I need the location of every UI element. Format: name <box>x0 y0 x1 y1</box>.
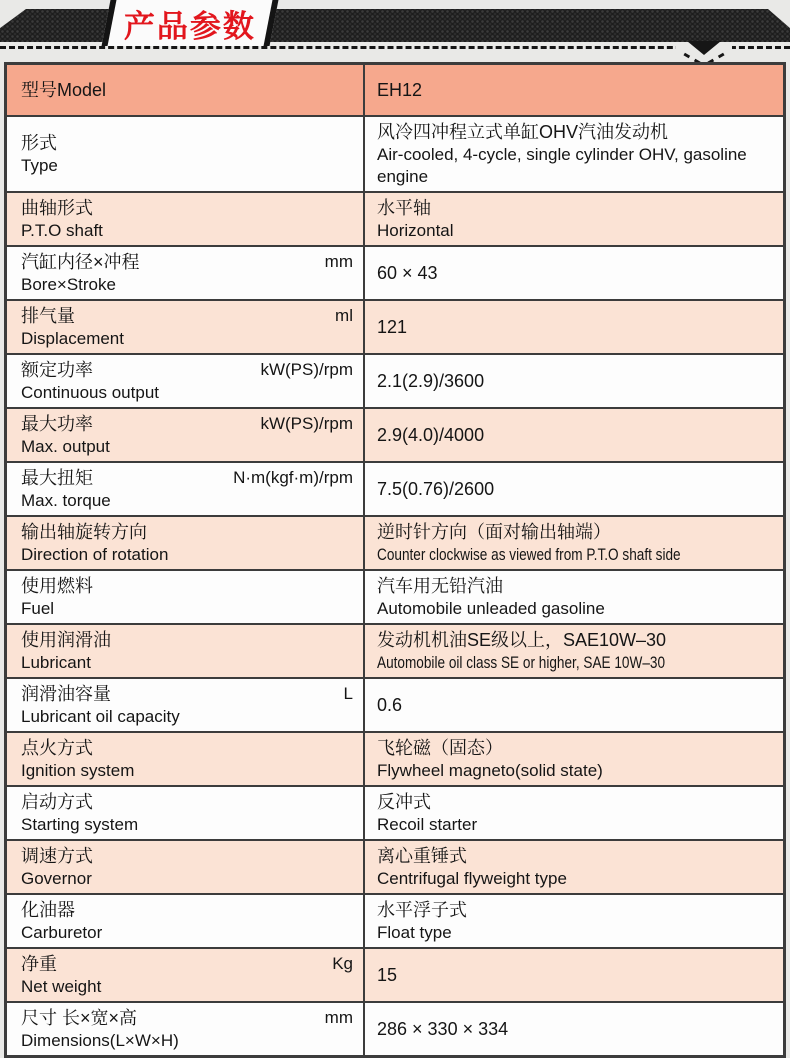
dashed-divider <box>0 46 790 49</box>
value-secondary: Air-cooled, 4-cycle, single cylinder OHV, gasoline engine <box>377 145 747 186</box>
param-cell <box>7 895 365 947</box>
table-row <box>7 409 783 463</box>
param-cell <box>7 571 365 623</box>
param-names <box>21 466 233 512</box>
value-secondary-text: Automobile oil class SE or higher, SAE 10W–30 <box>377 653 666 672</box>
table-row <box>7 517 783 571</box>
value-cell <box>365 409 783 461</box>
value-cell <box>365 517 783 569</box>
table-row <box>7 193 783 247</box>
param-names <box>21 250 325 296</box>
value-cell <box>365 787 783 839</box>
param-name-en: Continuous output <box>21 383 159 402</box>
value-cell <box>365 733 783 785</box>
param-unit: ml <box>335 306 353 325</box>
param-cell <box>7 949 365 1001</box>
param-names <box>21 412 260 458</box>
value-primary: 121 <box>377 317 408 337</box>
table-row <box>7 247 783 301</box>
table-row <box>7 895 783 949</box>
param-name-zh: 调速方式 <box>21 846 93 866</box>
param-names <box>21 790 353 836</box>
value-primary: 60 × 43 <box>377 263 438 283</box>
value-cell <box>365 1003 783 1055</box>
param-name-zh: 化油器 <box>21 900 75 920</box>
value-primary: 飞轮磁（固态） <box>377 738 503 758</box>
param-name-zh: 尺寸 长×宽×高 <box>21 1008 138 1028</box>
param-cell <box>7 463 365 515</box>
value-secondary <box>377 544 779 566</box>
param-name-en: Ignition system <box>21 761 135 780</box>
value-primary: 离心重锤式 <box>377 846 467 866</box>
param-name-en: Net weight <box>21 977 102 996</box>
param-name-en: Lubricant <box>21 653 91 672</box>
value-primary: 7.5(0.76)/2600 <box>377 479 495 499</box>
table-row <box>7 625 783 679</box>
value-secondary: Recoil starter <box>377 815 478 834</box>
param-name-en: Dimensions(L×W×H) <box>21 1031 179 1050</box>
param-names <box>21 131 353 177</box>
param-name-en: Direction of rotation <box>21 545 169 564</box>
table-row <box>7 1003 783 1055</box>
param-name-en: Lubricant oil capacity <box>21 707 180 726</box>
param-name-zh: 点火方式 <box>21 738 93 758</box>
param-name-zh: 排气量 <box>21 306 75 326</box>
param-unit: L <box>343 684 353 703</box>
param-name-en: P.T.O shaft <box>21 221 103 240</box>
param-unit: mm <box>324 252 353 271</box>
param-name-en: Governor <box>21 869 92 888</box>
value-primary: 2.9(4.0)/4000 <box>377 425 485 445</box>
param-name-zh: 净重 <box>21 954 57 974</box>
param-cell <box>7 117 365 191</box>
param-name-en: Fuel <box>21 599 55 618</box>
param-cell <box>7 679 365 731</box>
value-primary: EH12 <box>377 80 423 100</box>
value-cell <box>365 949 783 1001</box>
param-names <box>21 77 353 103</box>
spec-table <box>4 62 786 1058</box>
value-primary: 反冲式 <box>377 792 431 812</box>
value-secondary: Horizontal <box>377 221 454 240</box>
param-cell <box>7 787 365 839</box>
value-cell <box>365 301 783 353</box>
param-name-zh: 汽缸内径×冲程 <box>21 252 140 272</box>
param-names <box>21 520 353 566</box>
value-secondary: Automobile unleaded gasoline <box>377 599 605 618</box>
param-name-en: Displacement <box>21 329 124 348</box>
param-cell <box>7 355 365 407</box>
param-name-en: Type <box>21 156 58 175</box>
value-secondary: Flywheel magneto(solid state) <box>377 761 603 780</box>
param-unit: N·m(kgf·m)/rpm <box>233 468 353 487</box>
param-name-zh: 最大扭矩 <box>21 468 93 488</box>
param-name-zh: 额定功率 <box>21 360 93 380</box>
param-cell <box>7 841 365 893</box>
banner <box>0 0 790 62</box>
table-row <box>7 463 783 517</box>
table-row <box>7 65 783 117</box>
value-primary: 286 × 330 × 334 <box>377 1019 509 1039</box>
param-names <box>21 1006 325 1052</box>
param-names <box>21 682 344 728</box>
param-cell <box>7 625 365 677</box>
value-cell <box>365 463 783 515</box>
param-unit: kW(PS)/rpm <box>260 414 353 433</box>
value-primary: 逆时针方向（面对输出轴端） <box>377 522 611 542</box>
value-cell <box>365 247 783 299</box>
table-row <box>7 949 783 1003</box>
value-primary: 水平浮子式 <box>377 900 467 920</box>
value-secondary: Float type <box>377 923 452 942</box>
param-name-en: Starting system <box>21 815 139 834</box>
table-row <box>7 733 783 787</box>
param-name-zh: 使用燃料 <box>21 576 93 596</box>
table-row <box>7 355 783 409</box>
param-cell <box>7 65 365 115</box>
value-primary: 发动机机油SE级以上，SAE10W–30 <box>377 630 667 650</box>
value-primary: 风冷四冲程立式单缸OHV汽油发动机 <box>377 122 669 142</box>
table-row <box>7 841 783 895</box>
value-primary: 15 <box>377 965 398 985</box>
param-name-en: Carburetor <box>21 923 103 942</box>
param-names <box>21 844 353 890</box>
param-unit: mm <box>324 1008 353 1027</box>
param-cell <box>7 1003 365 1055</box>
param-cell <box>7 409 365 461</box>
table-row <box>7 679 783 733</box>
param-name-zh: 最大功率 <box>21 414 93 434</box>
param-names <box>21 358 260 404</box>
value-primary: 汽车用无铅汽油 <box>377 576 503 596</box>
param-name-en: Bore×Stroke <box>21 275 116 294</box>
param-name-zh: 形式 <box>21 133 57 153</box>
value-secondary <box>377 652 779 674</box>
value-cell <box>365 117 783 191</box>
value-cell <box>365 65 783 115</box>
value-cell <box>365 841 783 893</box>
param-cell <box>7 517 365 569</box>
param-unit: kW(PS)/rpm <box>260 360 353 379</box>
param-cell <box>7 301 365 353</box>
value-secondary: Centrifugal flyweight type <box>377 869 567 888</box>
param-names <box>21 736 353 782</box>
param-cell <box>7 733 365 785</box>
param-names <box>21 898 353 944</box>
value-cell <box>365 193 783 245</box>
param-name-en: Max. torque <box>21 491 111 510</box>
table-row <box>7 787 783 841</box>
value-cell <box>365 625 783 677</box>
param-name-zh: 型号Model <box>21 80 107 100</box>
arrow-down-icon <box>687 41 721 55</box>
param-unit: Kg <box>332 954 353 973</box>
table-row <box>7 571 783 625</box>
value-secondary-text: Counter clockwise as viewed from P.T.O shaft side <box>377 545 681 564</box>
param-name-zh: 曲轴形式 <box>21 198 93 218</box>
table-row <box>7 301 783 355</box>
value-cell <box>365 679 783 731</box>
param-name-zh: 输出轴旋转方向 <box>21 522 147 542</box>
param-name-zh: 润滑油容量 <box>21 684 111 704</box>
param-names <box>21 304 335 350</box>
param-name-zh: 使用润滑油 <box>21 630 111 650</box>
value-primary: 0.6 <box>377 695 403 715</box>
table-row <box>7 117 783 193</box>
page-title: 产品参数 <box>124 8 256 44</box>
param-names <box>21 952 332 998</box>
param-name-en: Max. output <box>21 437 110 456</box>
value-primary: 2.1(2.9)/3600 <box>377 371 485 391</box>
banner-label <box>102 0 279 46</box>
value-cell <box>365 571 783 623</box>
param-names <box>21 574 353 620</box>
param-cell <box>7 193 365 245</box>
value-cell <box>365 895 783 947</box>
param-names <box>21 196 353 242</box>
value-cell <box>365 355 783 407</box>
param-names <box>21 628 353 674</box>
value-primary: 水平轴 <box>377 198 431 218</box>
param-cell <box>7 247 365 299</box>
param-name-zh: 启动方式 <box>21 792 93 812</box>
